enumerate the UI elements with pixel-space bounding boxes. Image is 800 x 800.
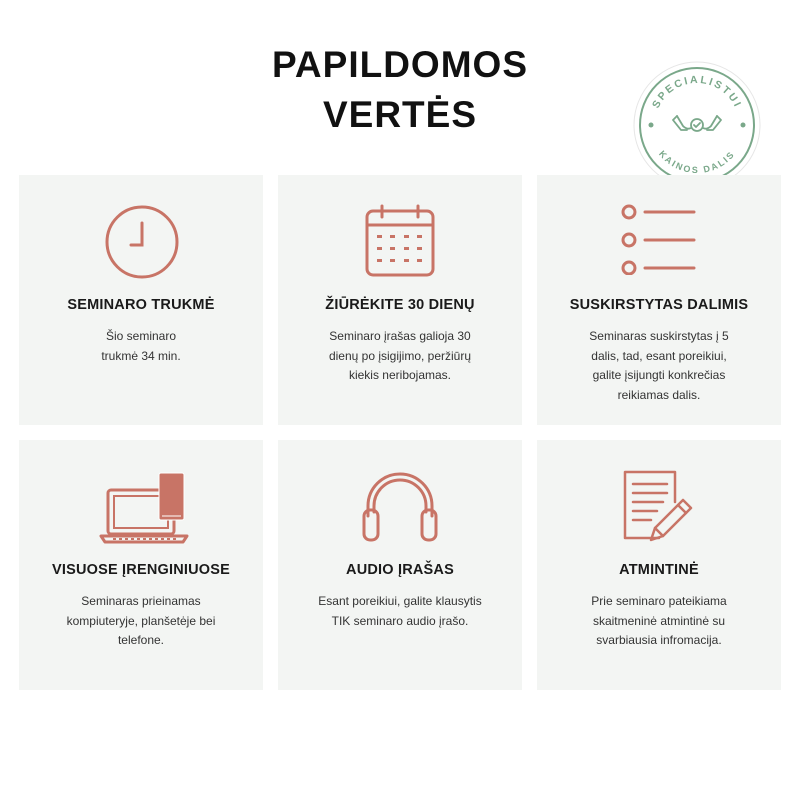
- badge-top-text: SPECIALISTUI: [650, 73, 744, 111]
- card-description: [537, 592, 781, 651]
- card-description: [278, 327, 522, 386]
- specialist-badge: [633, 61, 761, 189]
- card-description-line: galite įsijungti konkrečias: [592, 368, 726, 382]
- card-title: VISUOSE ĮRENGINIUOSE: [51, 562, 231, 578]
- card-title: ŽIŪRĖKITE 30 DIENŲ: [325, 297, 475, 313]
- feature-card-parts: [537, 175, 781, 425]
- card-description: [19, 327, 263, 366]
- card-description-line: svarbiausia infromacija.: [596, 633, 722, 647]
- page-title: [200, 40, 600, 140]
- feature-card-duration: [19, 175, 263, 425]
- card-description-line: kompiuteryje, planšetėje bei: [66, 613, 216, 628]
- feature-card-audio: [278, 440, 522, 690]
- card-title: SUSKIRSTYTAS DALIMIS: [569, 297, 749, 313]
- card-description-line: dalis, tad, esant poreikiui,: [591, 348, 727, 363]
- clock-icon: [105, 205, 179, 279]
- card-description: [278, 592, 522, 631]
- notes-icon: [621, 468, 697, 546]
- card-description-line: skaitmeninė atmintinė su: [592, 613, 726, 628]
- card-title: SEMINARO TRUKMĖ: [67, 297, 215, 313]
- feature-card-notes: [537, 440, 781, 690]
- feature-card-30-days: [278, 175, 522, 425]
- card-description-line: Prie seminaro pateikiama: [591, 594, 727, 608]
- card-title: ATMINTINĖ: [619, 562, 699, 578]
- badge-bottom-text: KAINOS DALIS: [657, 148, 737, 176]
- devices-icon: [99, 470, 189, 546]
- card-description-line: dienų po įsigijimo, peržiūrų: [328, 348, 472, 363]
- card-description: [537, 327, 781, 405]
- card-title: AUDIO ĮRAŠAS: [346, 562, 454, 578]
- page-title-line1: PAPILDOMOS: [272, 44, 528, 85]
- list-icon: [621, 203, 697, 275]
- feature-card-devices: [19, 440, 263, 690]
- calendar-icon: [364, 203, 436, 279]
- card-description-line: Seminaras prieinamas: [81, 594, 201, 608]
- card-description-line: kiekis neribojamas.: [348, 368, 452, 382]
- headphones-icon: [360, 468, 440, 546]
- card-description-line: Esant poreikiui, galite klausytis: [318, 594, 482, 608]
- card-description-line: telefone.: [117, 633, 165, 647]
- card-description-line: trukmė 34 min.: [101, 348, 181, 363]
- card-description-line: reikiamas dalis.: [617, 387, 701, 402]
- card-description: [19, 592, 263, 651]
- card-description-line: TIK seminaro audio įrašo.: [331, 613, 469, 628]
- card-description-line: Šio seminaro: [105, 329, 177, 343]
- card-description-line: Seminaro įrašas galioja 30: [329, 329, 471, 343]
- card-description-line: Seminaras suskirstytas į 5: [589, 329, 729, 343]
- page-title-line2: VERTĖS: [322, 94, 478, 135]
